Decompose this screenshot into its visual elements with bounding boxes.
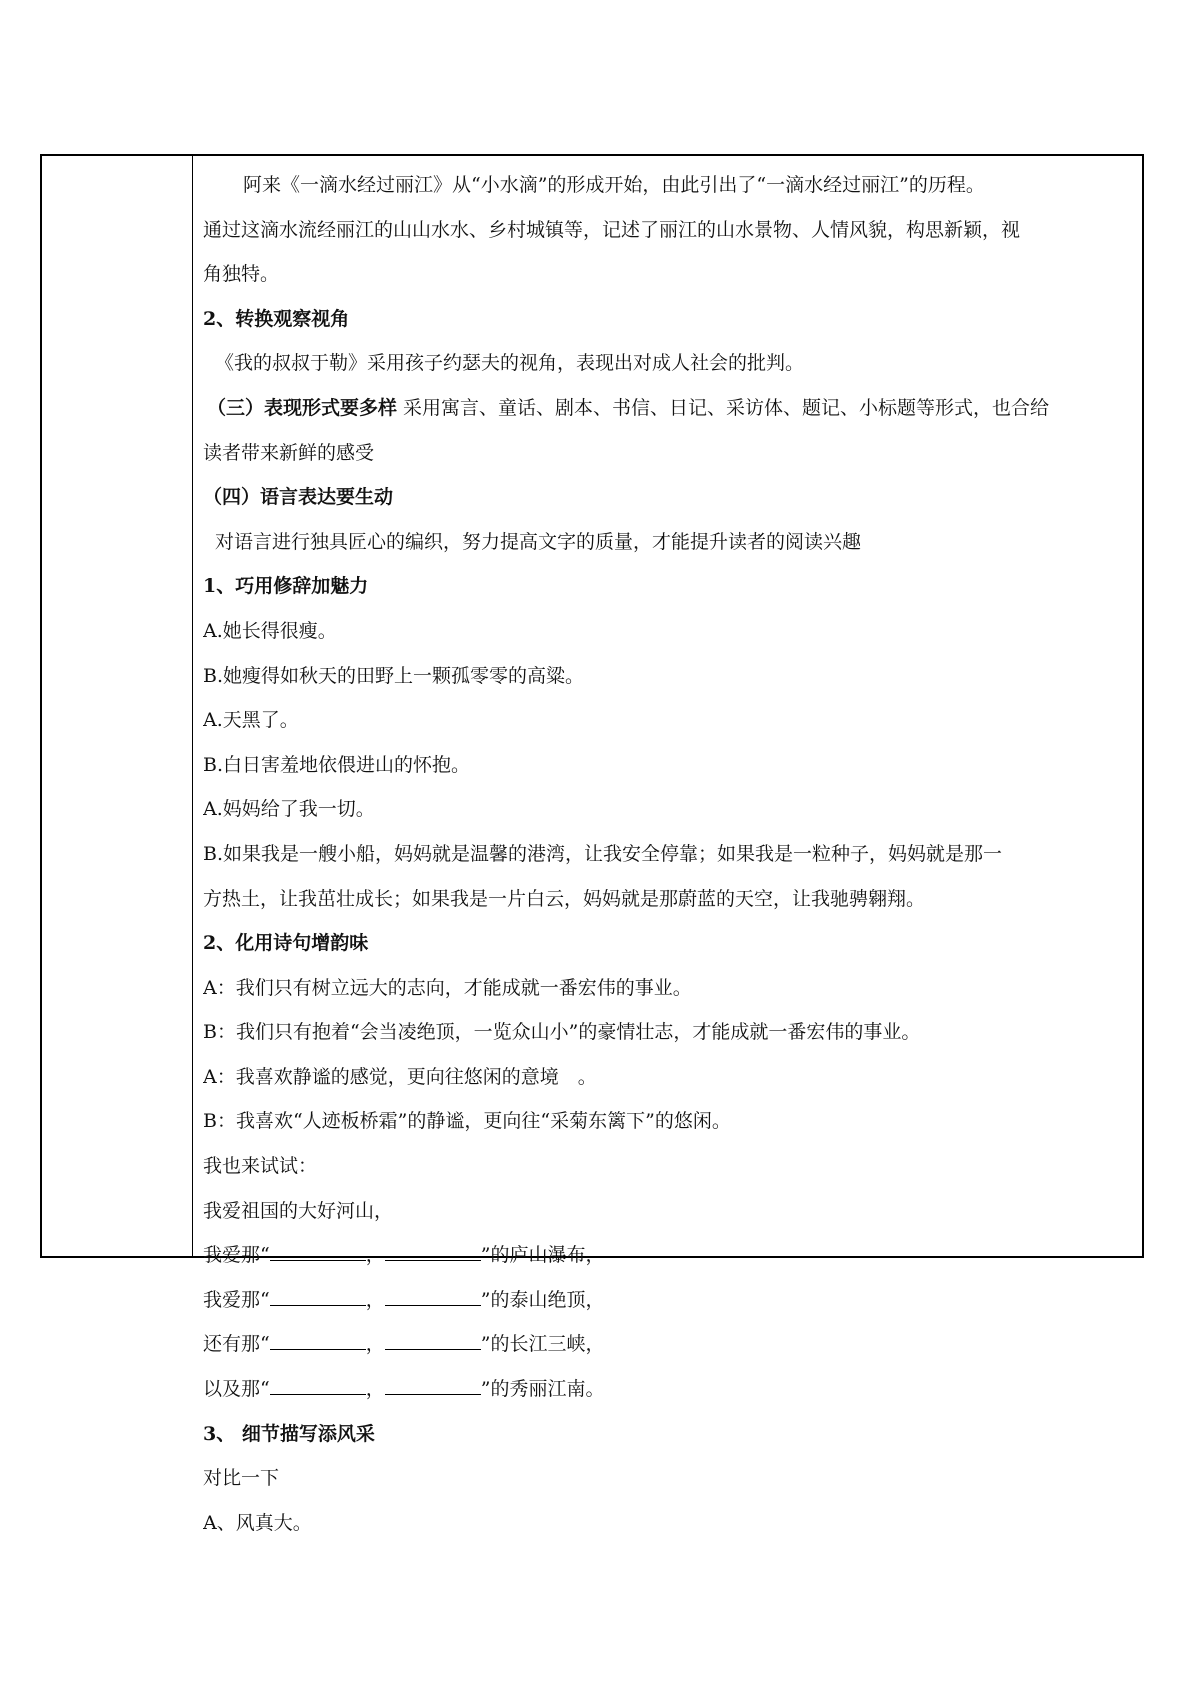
fill-separator: ， xyxy=(365,1288,385,1311)
text-line-ex1b: B.她瘦得如秋天的田野上一颗孤零零的高粱。 xyxy=(203,664,585,687)
fill-prefix: 还有那“ xyxy=(203,1333,270,1356)
text-line-ex3b-l1: B.如果我是一艘小船，妈妈就是温馨的港湾，让我安全停靠；如果我是一粒种子，妈妈就是那一 xyxy=(203,842,1003,865)
text-line-ex4b: B：我们只有抱着“会当凌绝顶，一览众山小”的豪情壮志，才能成就一番宏伟的事业。 xyxy=(203,1021,921,1044)
fill-suffix: ”的庐山瀑布， xyxy=(480,1244,605,1267)
fill-prefix: 以及那“ xyxy=(203,1378,270,1401)
fill-suffix: ”的秀丽江南。 xyxy=(480,1378,605,1401)
text-line-h-2: 2、转换观察视角 xyxy=(203,307,350,330)
text-line-p1-l1: 阿来《一滴水经过丽江》从“小水滴”的形成开始，由此引出了“一滴水经过丽江”的历程。 xyxy=(243,174,985,196)
content-cell xyxy=(193,156,1142,1534)
text-line-fill2 xyxy=(203,1278,1132,1323)
fill-blank[interactable] xyxy=(385,1375,481,1395)
fill-suffix: ”的长江三峡， xyxy=(480,1333,605,1356)
fill-blank[interactable] xyxy=(270,1286,366,1306)
text-line-p4: 对语言进行独具匠心的编织，努力提高文字的质量，才能提升读者的阅读兴趣 xyxy=(215,530,862,553)
text-line-ex4a: A：我们只有树立远大的志向，才能成就一番宏伟的事业。 xyxy=(203,976,692,999)
section-heading-3: （三）表现形式要多样 xyxy=(207,396,398,419)
text-line-h-4: （四）语言表达要生动 xyxy=(203,486,394,509)
text-line-ex6a: A、风真大。 xyxy=(203,1511,312,1534)
text-line-try0: 我爱祖国的大好河山， xyxy=(203,1199,394,1222)
left-column-empty-cell xyxy=(42,156,193,1256)
text-line-fill3 xyxy=(203,1322,1132,1367)
text-line-p2: 《我的叔叔于勒》采用孩子约瑟夫的视角，表现出对成人社会的批判。 xyxy=(215,352,805,375)
lesson-table xyxy=(40,154,1144,1534)
text-line-h-rhetoric: 1、巧用修辞加魅力 xyxy=(203,575,369,598)
text-line-p1-l2: 通过这滴水流经丽江的山山水水、乡村城镇等，记述了丽江的山水景物、人情风貌，构思新颖，视 xyxy=(203,218,1021,241)
text-line-p3-l2: 读者带来新鲜的感受 xyxy=(203,441,375,464)
text-line-fill1 xyxy=(203,1233,1132,1278)
text-line-fill4 xyxy=(203,1367,1132,1412)
text-line-ex3a: A.妈妈给了我一切。 xyxy=(203,798,375,821)
fill-blank[interactable] xyxy=(270,1241,366,1261)
text-line-h-poem: 2、化用诗句增韵味 xyxy=(203,932,369,955)
fill-separator: ， xyxy=(365,1378,385,1401)
text-line-compare: 对比一下 xyxy=(203,1467,280,1490)
fill-blank[interactable] xyxy=(385,1330,481,1350)
text-line-p3-l1 xyxy=(203,386,1132,431)
text-line-ex3b-l2: 方热土，让我茁壮成长；如果我是一片白云，妈妈就是那蔚蓝的天空，让我驰骋翱翔。 xyxy=(203,887,926,910)
text-line-ex1a: A.她长得很瘦。 xyxy=(203,619,337,642)
fill-blank[interactable] xyxy=(385,1286,481,1306)
text-line-p1-l3: 角独特。 xyxy=(203,263,280,286)
fill-suffix: ”的泰山绝顶， xyxy=(480,1288,605,1311)
fill-separator: ， xyxy=(365,1333,385,1356)
text-line-ex2b: B.白日害羞地依偎进山的怀抱。 xyxy=(203,753,471,776)
text-line-h-detail: 3、 细节描写添风采 xyxy=(203,1422,375,1445)
fill-prefix: 我爱那“ xyxy=(203,1244,270,1267)
section-3-text: 采用寓言、童话、剧本、书信、日记、采访体、题记、小标题等形式，也合给 xyxy=(397,396,1050,419)
fill-separator: ， xyxy=(365,1244,385,1267)
fill-prefix: 我爱那“ xyxy=(203,1288,270,1311)
text-line-ex5a: A：我喜欢静谧的感觉，更向往悠闲的意境 。 xyxy=(203,1065,597,1088)
fill-blank[interactable] xyxy=(270,1375,366,1395)
fill-blank[interactable] xyxy=(385,1241,481,1261)
text-line-try: 我也来试试： xyxy=(203,1155,318,1178)
fill-blank[interactable] xyxy=(270,1330,366,1350)
text-line-ex5b: B：我喜欢“人迹板桥霜”的静谧，更向往“采菊东篱下”的悠闲。 xyxy=(203,1110,731,1133)
text-line-ex2a: A.天黑了。 xyxy=(203,709,299,732)
